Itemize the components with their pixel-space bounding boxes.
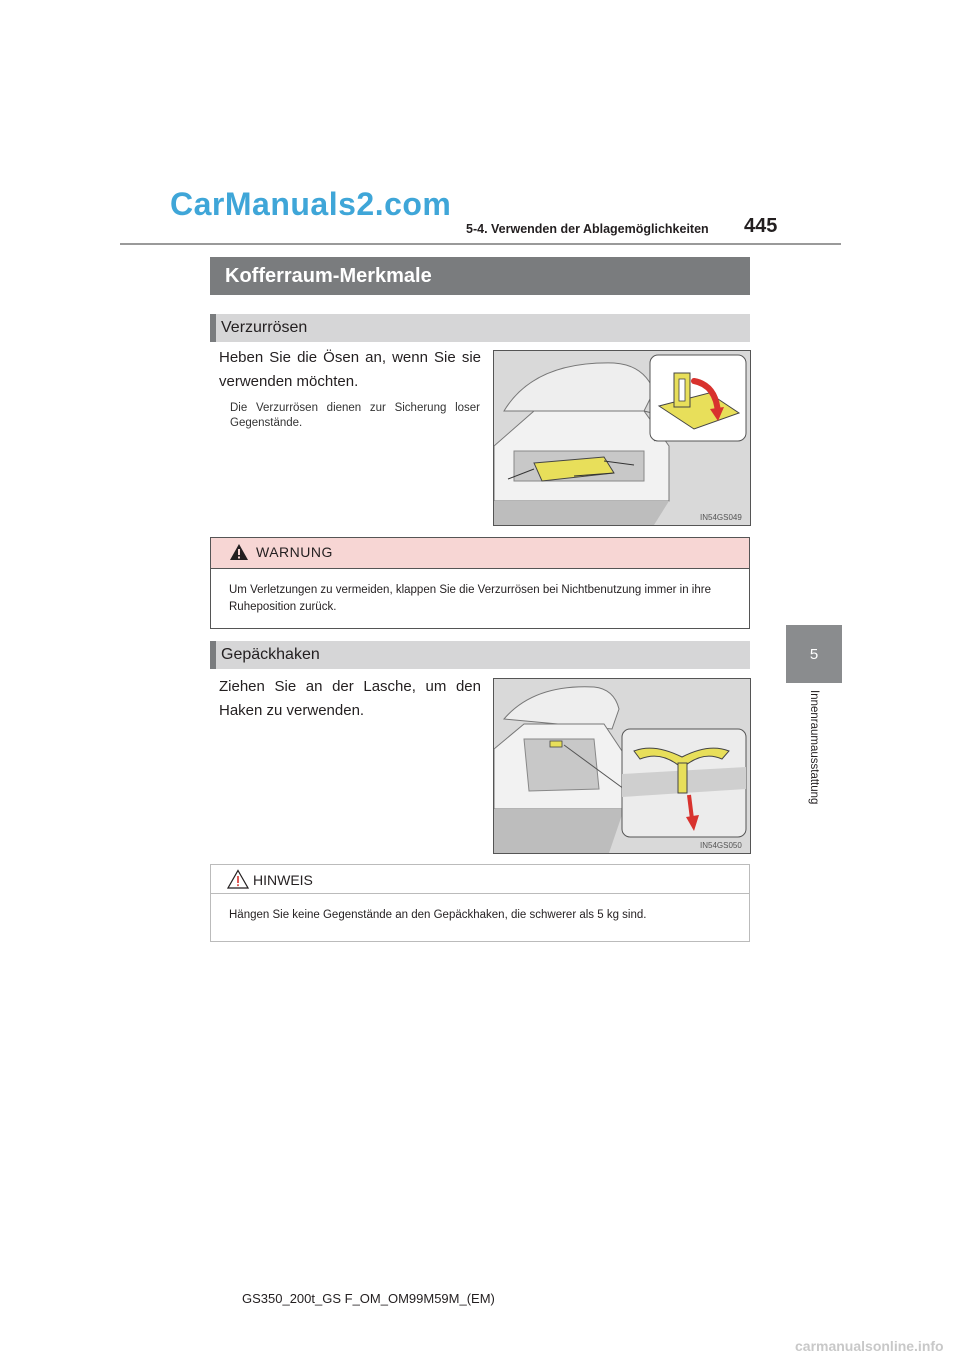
subheading-tiedown: Verzurrösen bbox=[210, 314, 750, 342]
notice-title: HINWEIS bbox=[253, 872, 313, 888]
trunk-illustration-hooks bbox=[494, 679, 750, 853]
tiedown-note: Die Verzurrösen dienen zur Sicherung loser Gegenstände. bbox=[230, 402, 480, 429]
figure-tiedown bbox=[493, 350, 751, 526]
figure-code-tiedown: IN54GS049 bbox=[700, 513, 742, 522]
footer-code: GS350_200t_GS F_OM_OM99M59M_(EM) bbox=[242, 1291, 495, 1306]
chapter-label: Innenraumausstattung bbox=[808, 690, 820, 805]
chapter-tab bbox=[786, 625, 842, 683]
warning-icon bbox=[229, 543, 249, 561]
notice-header bbox=[211, 865, 749, 894]
tiedown-body: Heben Sie die Ösen an, wenn Sie sie verwenden möchten. bbox=[219, 349, 481, 390]
figure-code-hooks: IN54GS050 bbox=[700, 841, 742, 850]
warning-text: Um Verletzungen zu vermeiden, klappen Sie die Verzurrösen bei Nichtbenutzung immer in ihre Ruheposition zurück. bbox=[229, 584, 711, 613]
trunk-illustration-tiedown bbox=[494, 351, 750, 525]
header-rule bbox=[120, 243, 841, 245]
section-reference: 5-4. Verwenden der Ablagemöglichkeiten bbox=[466, 222, 709, 236]
watermark-logo: CarManuals2.com bbox=[170, 186, 452, 222]
warning-title: WARNUNG bbox=[256, 544, 333, 560]
page-number: 445 bbox=[744, 215, 778, 237]
caution-icon bbox=[227, 869, 249, 889]
warning-box bbox=[210, 537, 750, 629]
hooks-body: Ziehen Sie an der Lasche, um den Haken zu verwenden. bbox=[219, 678, 481, 719]
warning-header bbox=[211, 538, 749, 569]
notice-box bbox=[210, 864, 750, 942]
notice-text: Hängen Sie keine Gegenstände an den Gepäckhaken, die schwerer als 5 kg sind. bbox=[229, 909, 647, 921]
figure-hooks bbox=[493, 678, 751, 854]
subheading-hooks: Gepäckhaken bbox=[210, 641, 750, 669]
chapter-number: 5 bbox=[809, 645, 819, 663]
main-heading: Kofferraum-Merkmale bbox=[210, 257, 750, 295]
watermark-footer: carmanualsonline.info bbox=[795, 1338, 944, 1354]
